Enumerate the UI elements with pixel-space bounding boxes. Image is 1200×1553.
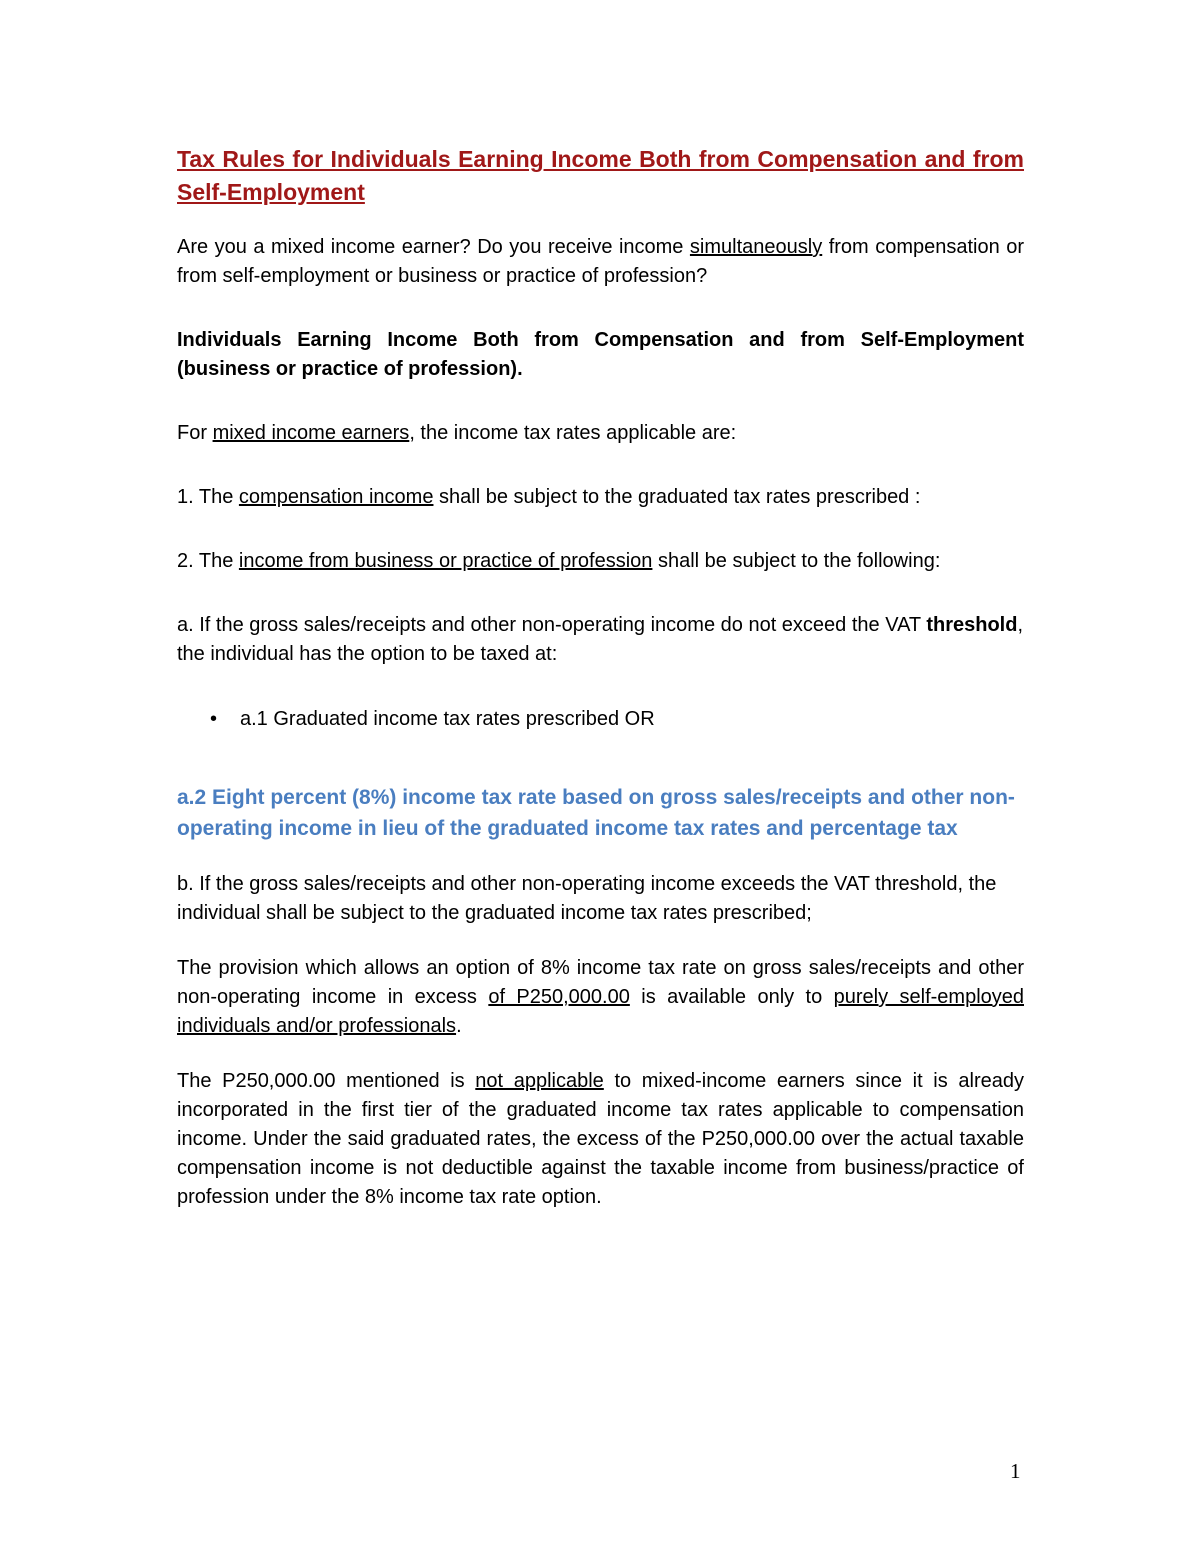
page-number: 1	[1010, 1459, 1021, 1483]
rates-intro-paragraph	[177, 419, 1024, 448]
rates-intro-text: For	[177, 422, 213, 444]
intro-underlined: simultaneously	[689, 236, 823, 258]
rates-intro-underlined: mixed income earners	[212, 422, 410, 444]
item-2-text: 2. The	[177, 550, 239, 572]
item-a-text-end: , the individual has the option to be taxed at:	[177, 614, 1024, 665]
item-a2-highlight: a.2 Eight percent (8%) income tax rate based on gross sales/receipts and other non-operating income in lieu of the graduated income tax rates and percentage tax	[177, 786, 1015, 840]
item-a-bold: threshold	[926, 614, 1018, 636]
intro-text-end: from compensation or from self-employment or business or practice of profession?	[177, 236, 1024, 287]
bullet-item-a1	[177, 705, 1024, 734]
closing-underlined: not applicable	[475, 1070, 604, 1092]
item-2-underlined: income from business or practice of profession	[238, 550, 653, 572]
provision-text-middle: is available only to	[629, 986, 834, 1008]
provision-text: The provision which allows an option of 8% income tax rate on gross sales/receipts and other non-operating income in excess	[177, 957, 1024, 1008]
item-1	[177, 483, 1024, 512]
item-2	[177, 547, 1024, 576]
item-2-text-end: shall be subject to the following:	[652, 550, 941, 572]
provision-underlined-who: purely self-employed individuals and/or professionals	[177, 986, 1024, 1037]
section-heading: Individuals Earning Income Both from Compensation and from Self-Employment (business or practice of profession).	[177, 329, 1024, 380]
document-body	[177, 143, 1024, 1212]
bullet-icon: •	[210, 708, 218, 730]
item-a-text: a. If the gross sales/receipts and other non-operating income do not exceed the VAT	[177, 614, 927, 636]
document-title: Tax Rules for Individuals Earning Income Both from Compensation and from Self-Employment	[177, 146, 1024, 205]
closing-paragraph	[177, 1067, 1024, 1212]
intro-text: Are you a mixed income earner? Do you receive income	[177, 236, 690, 258]
provision-underlined-amount: of P250,000.00	[488, 986, 630, 1008]
closing-text-end: to mixed-income earners since it is already incorporated in the first tier of the graduated income tax rates applicable to compensation income. Under the said graduated rates, the excess of the P250,000.00 over the actual taxable compensation income is not deductible against the taxable income from business/practice of profession under the 8% income tax rate option.	[177, 1070, 1024, 1208]
rates-intro-text-end: , the income tax rates applicable are:	[409, 422, 737, 444]
provision-paragraph	[177, 954, 1024, 1041]
item-1-text-end: shall be subject to the graduated tax rates prescribed :	[433, 486, 921, 508]
item-1-underlined: compensation income	[238, 486, 434, 508]
closing-text: The P250,000.00 mentioned is	[177, 1070, 476, 1092]
bullet-text: a.1 Graduated income tax rates prescribed OR	[240, 708, 655, 730]
provision-text-end: .	[456, 1015, 462, 1037]
item-a	[177, 611, 1024, 669]
item-1-text: 1. The	[177, 486, 239, 508]
intro-paragraph	[177, 233, 1024, 291]
item-b: b. If the gross sales/receipts and other non-operating income exceeds the VAT threshold, the individual shall be subject to the graduated income tax rates prescribed;	[177, 873, 997, 924]
